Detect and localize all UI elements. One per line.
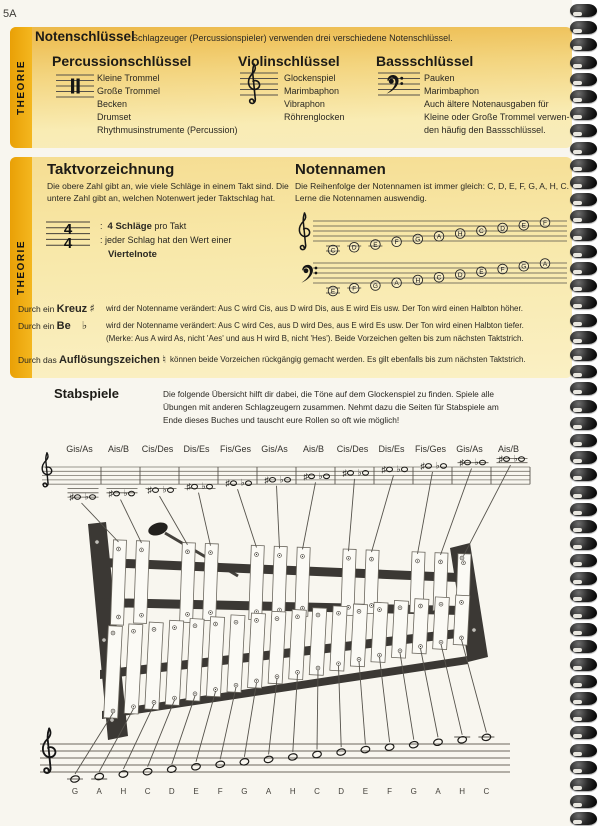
svg-text:♭: ♭ <box>474 457 479 467</box>
col-bass-header: Bassschlüssel <box>376 53 474 69</box>
binding-coil <box>570 348 597 361</box>
svg-text:Ais/B: Ais/B <box>107 444 130 454</box>
binding-coil <box>570 778 597 791</box>
svg-text:♭: ♭ <box>279 474 284 485</box>
svg-text:A: A <box>542 260 548 268</box>
binding-coil <box>570 279 597 292</box>
svg-text:♭: ♭ <box>513 453 518 464</box>
svg-text:E: E <box>521 222 526 230</box>
rule-aufloesung: Durch das Auflösungszeichen ♮ können beide Vorzeichen rückgängig gemacht werden. Es gilt ebenfalls bis zum nächsten Taktstrich. <box>18 353 526 366</box>
list-item: Auch ältere Notenausgaben für <box>424 98 549 109</box>
clefs-title: Notenschlüssel <box>35 29 135 44</box>
svg-text:G: G <box>415 236 421 244</box>
svg-text:H: H <box>457 230 463 238</box>
svg-text:E: E <box>362 787 369 796</box>
binding-coil <box>570 228 597 241</box>
svg-text:♭: ♭ <box>435 460 440 471</box>
bass-note-names-staff <box>295 257 573 297</box>
svg-text:Gis/As: Gis/As <box>66 444 93 454</box>
rule-kreuz: Durch ein Kreuz ♯ wird der Notenname verändert: Aus C wird Cis, aus D wird Dis, aus E wird Eis usw. Der Ton wird einen Halbton höher. <box>18 302 523 315</box>
theory-box-rhythm <box>10 157 572 378</box>
binding-coil <box>570 623 597 636</box>
svg-text:D: D <box>351 244 357 252</box>
percussion-clef-icon <box>54 71 96 101</box>
svg-text:D: D <box>168 787 175 796</box>
binding-coil <box>570 365 597 378</box>
natural-symbol: ♮ <box>162 353 166 366</box>
list-item: Kleine oder Große Trommel verwen- <box>424 111 570 122</box>
svg-text:E: E <box>479 269 484 277</box>
svg-text:♯: ♯ <box>420 460 425 471</box>
svg-text:♯: ♯ <box>69 492 74 502</box>
svg-text:H: H <box>289 787 296 796</box>
svg-text:Ais/B: Ais/B <box>497 444 520 454</box>
svg-text:♭: ♭ <box>396 463 401 474</box>
list-item: Drumset <box>97 111 132 122</box>
list-item: Glockenspiel <box>284 73 336 83</box>
theory-box-clefs <box>10 27 572 148</box>
binding-coil <box>570 692 597 705</box>
svg-text:♭: ♭ <box>357 467 362 478</box>
binding-coil <box>570 21 597 34</box>
percussion-instrument-list <box>97 72 238 137</box>
binding-coil <box>570 554 597 567</box>
svg-text:A: A <box>435 787 441 796</box>
svg-text:♭: ♭ <box>162 484 167 495</box>
binding-coil <box>570 795 597 808</box>
page-number: 5A <box>3 8 17 20</box>
svg-text:A: A <box>96 787 102 796</box>
binding-coil <box>570 262 597 275</box>
svg-text:♭: ♭ <box>84 491 89 502</box>
binding-coil <box>570 38 597 51</box>
binding-coil <box>570 296 597 309</box>
binding-coil <box>570 73 597 86</box>
binding-coil <box>570 744 597 757</box>
binding-coil <box>570 400 597 413</box>
svg-text:♯: ♯ <box>108 488 113 499</box>
svg-text:A: A <box>436 233 442 241</box>
binding-coil <box>570 142 597 155</box>
svg-text:G: G <box>372 282 378 290</box>
svg-text:♭: ♭ <box>201 481 206 492</box>
list-item: Röhrenglocken <box>284 111 345 122</box>
svg-text:D: D <box>338 787 345 796</box>
takt-title: Taktvorzeichnung <box>47 161 175 178</box>
binding-coil <box>570 124 597 137</box>
binding-coil <box>570 193 597 206</box>
svg-text:G: G <box>71 787 79 796</box>
glockenspiel-illustration <box>88 520 488 740</box>
binding-coil <box>570 159 597 172</box>
svg-text:H: H <box>459 787 466 796</box>
takt-line1: : 4 Schläge pro Takt <box>100 221 187 232</box>
svg-text:♭: ♭ <box>318 470 323 481</box>
takt-body: Die obere Zahl gibt an, wie viele Schläge in einem Takt sind. Die untere Zahl gibt an, welchen Notenwert jeder Taktschlag hat. <box>47 181 289 204</box>
binding-coil <box>570 382 597 395</box>
flat-symbol: ♭ <box>81 319 88 332</box>
binding-coil <box>570 486 597 499</box>
binding-coil <box>570 468 597 481</box>
svg-text:Dis/Es: Dis/Es <box>378 444 405 454</box>
svg-text:F: F <box>387 787 393 796</box>
svg-text:Cis/Des: Cis/Des <box>141 444 174 454</box>
list-item: Pauken <box>424 73 455 83</box>
svg-text:♯: ♯ <box>459 457 464 468</box>
svg-text:A: A <box>265 787 272 796</box>
binding-coil <box>570 606 597 619</box>
noten-body: Die Reihenfolge der Notennamen ist immer gleich: C, D, E, F, G, A, H, C. Lerne die Notennamen auswendig. <box>295 181 569 204</box>
rule-be: Durch ein Be ♭ wird der Notenname verändert: Aus C wird Ces, aus D wird Des, aus E wird Es usw. Der Ton wird einen Halbton tiefer. (Merke: Aus A wird As, nicht 'Aes' und aus H wird B, nicht 'Hes'). Beide Vorzeichen gelten bis zum nächsten Taktstrich. <box>18 319 524 343</box>
binding-coil <box>570 520 597 533</box>
treble-clef-icon <box>238 61 280 107</box>
svg-text:♯: ♯ <box>381 464 386 475</box>
svg-text:G: G <box>521 263 527 271</box>
clefs-subtitle: Schlagzeuger (Percussionspieler) verwenden drei verschiedene Notenschlüssel. <box>132 33 453 43</box>
svg-text:Dis/Es: Dis/Es <box>183 444 210 454</box>
binding-coil <box>570 314 597 327</box>
svg-text:Gis/As: Gis/As <box>261 444 288 454</box>
binding-coil <box>570 107 597 120</box>
svg-text:C: C <box>483 787 490 796</box>
svg-text:F: F <box>352 285 357 293</box>
list-item: Marimbaphon <box>284 85 340 96</box>
glockenspiel-overview-figure <box>0 430 600 826</box>
svg-text:♯: ♯ <box>342 467 347 478</box>
binding-coil <box>570 434 597 447</box>
svg-text:G: G <box>241 787 248 796</box>
binding-coil <box>570 56 597 69</box>
treble-note-names-staff <box>295 209 573 257</box>
svg-text:♭: ♭ <box>240 477 245 488</box>
svg-text:♯: ♯ <box>225 478 230 489</box>
list-item: Marimbaphon <box>424 85 480 96</box>
svg-text:D: D <box>500 225 505 233</box>
svg-text:A: A <box>394 280 399 288</box>
binding-coil <box>570 210 597 223</box>
svg-text:H: H <box>415 277 421 285</box>
col-percussion-header: Percussionschlüssel <box>52 53 192 69</box>
stabspiele-title: Stabspiele <box>54 386 120 401</box>
binding-coil <box>570 640 597 653</box>
svg-text:C: C <box>144 787 151 796</box>
svg-text:F: F <box>394 239 399 247</box>
list-item: Große Trommel <box>97 85 161 96</box>
binding-coil <box>570 90 597 103</box>
list-item: Rhythmusinstrumente (Percussion) <box>97 124 238 135</box>
theorie-label: THEORIE <box>15 240 27 295</box>
takt-line2: : jeder Schlag hat den Wert einer <box>100 235 232 245</box>
violin-instrument-list <box>284 72 345 124</box>
list-item: Vibraphon <box>284 98 325 109</box>
binding-coil <box>570 812 597 825</box>
binding-coil <box>570 537 597 550</box>
svg-text:Gis/As: Gis/As <box>456 444 483 454</box>
svg-text:H: H <box>120 787 127 796</box>
svg-text:♭: ♭ <box>123 488 128 499</box>
svg-text:♯: ♯ <box>186 481 191 492</box>
svg-text:C: C <box>330 247 336 255</box>
binding-coil <box>570 176 597 189</box>
svg-text:G: G <box>410 787 417 796</box>
binding-coil <box>570 589 597 602</box>
binding-coil <box>570 4 597 17</box>
binding-coil <box>570 572 597 585</box>
svg-text:Fis/Ges: Fis/Ges <box>414 444 447 454</box>
binding-coil <box>570 331 597 344</box>
svg-text:♯: ♯ <box>303 471 308 482</box>
svg-text:Ais/B: Ais/B <box>302 444 325 454</box>
bass-clef-icon <box>376 69 422 103</box>
list-item: den häufig den Bassschlüssel. <box>424 124 546 135</box>
col-violin-header: Violinschlüssel <box>238 53 340 69</box>
stabspiele-body: Die folgende Übersicht hilft dir dabei, die Töne auf dem Glockenspiel zu finden. Spiele alle Übungen mit anderen Schlagzeugern zusammen. Nehmt dazu die Seiten für Stabspiele am Ende dieses Buches und tauscht eure Rollen so oft wie möglich! <box>163 389 499 425</box>
binding-coil <box>570 761 597 774</box>
noten-title: Notennamen <box>295 161 386 178</box>
svg-text:F: F <box>217 787 223 796</box>
binding-coil <box>570 726 597 739</box>
time-signature-icon <box>42 218 94 252</box>
svg-text:♯: ♯ <box>264 474 269 485</box>
svg-text:♯: ♯ <box>498 454 503 465</box>
binding-coil <box>570 658 597 671</box>
svg-text:E: E <box>373 241 378 249</box>
binding-coil <box>570 503 597 516</box>
svg-text:D: D <box>457 271 463 279</box>
svg-text:E: E <box>193 787 199 796</box>
list-item: Becken <box>97 98 128 109</box>
svg-text:4: 4 <box>63 221 73 238</box>
binding-coil <box>570 417 597 430</box>
theorie-label: THEORIE <box>15 60 27 115</box>
svg-text:Fis/Ges: Fis/Ges <box>219 444 252 454</box>
svg-text:E: E <box>330 288 336 296</box>
svg-text:F: F <box>500 266 505 274</box>
svg-text:♯: ♯ <box>147 485 152 496</box>
svg-text:F: F <box>543 219 547 227</box>
takt-line3: Viertelnote <box>108 249 157 260</box>
svg-text:4: 4 <box>63 235 73 252</box>
binding-coil <box>570 451 597 464</box>
sharp-symbol: ♯ <box>89 302 95 315</box>
svg-text:C: C <box>479 228 484 236</box>
binding-coil <box>570 709 597 722</box>
theorie-tab <box>10 27 32 148</box>
binding-coil <box>570 675 597 688</box>
svg-text:C: C <box>314 787 320 796</box>
binding-coil <box>570 245 597 258</box>
bass-instrument-list <box>424 72 570 137</box>
list-item: Kleine Trommel <box>97 73 160 83</box>
svg-text:C: C <box>436 274 442 282</box>
svg-text:Cis/Des: Cis/Des <box>336 444 369 454</box>
